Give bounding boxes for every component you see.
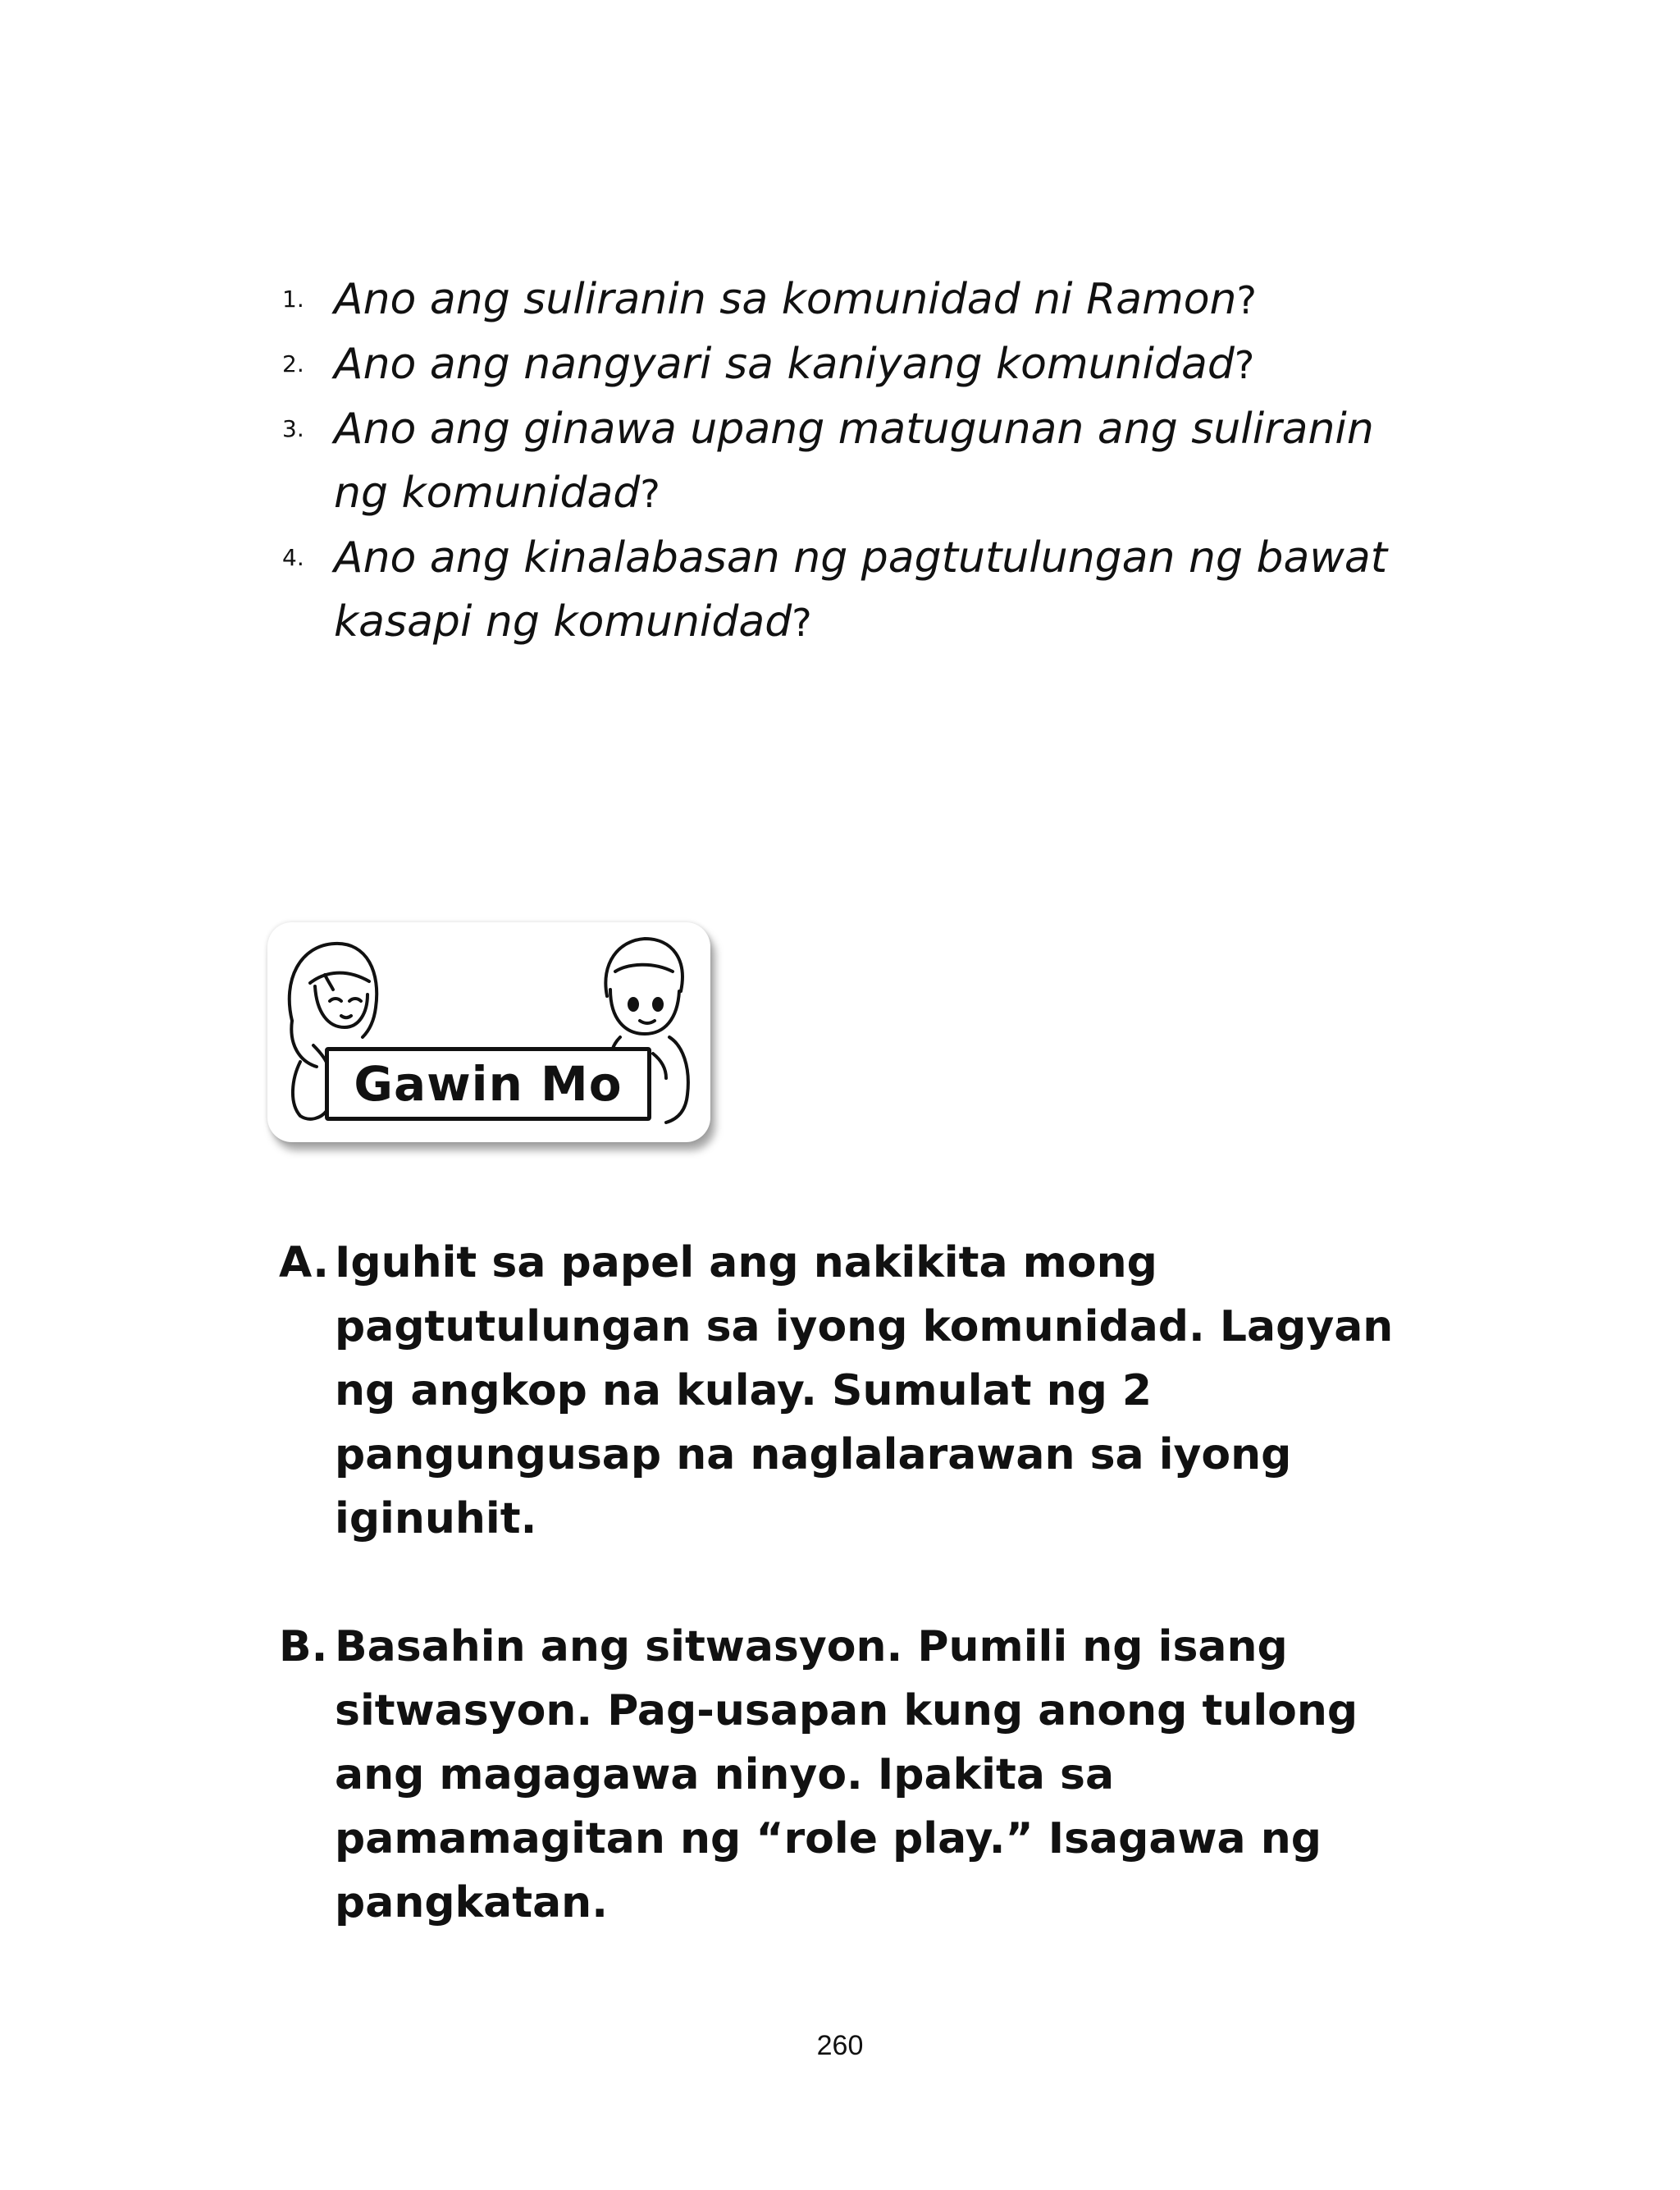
- question-text: Ano ang nangyari sa kaniyang komunidad: [334, 340, 1235, 389]
- activity-a: [279, 1231, 1427, 1551]
- question-mark: ?: [1236, 278, 1257, 322]
- question-number: 4.: [282, 544, 304, 571]
- question-number: 1.: [282, 286, 304, 313]
- question-text: Ano ang ginawa upang matugunan ang suliranin ng komunidad: [334, 405, 1374, 518]
- question-item: [271, 332, 1419, 397]
- question-number: 3.: [282, 415, 304, 442]
- question-text: Ano ang kinalabasan ng pagtutulungan ng bawat kasapi ng komunidad: [334, 533, 1388, 647]
- question-item: [271, 267, 1419, 332]
- activity-letter: A.: [279, 1238, 329, 1287]
- question-text: Ano ang suliranin sa komunidad ni Ramon: [334, 275, 1237, 324]
- activity-text: Iguhit sa papel ang nakikita mong pagtutulungan sa iyong komunidad. Lagyan ng angkop na kulay. Sumulat ng 2 pangungusap na naglalarawan sa iyong iginuhit.: [335, 1238, 1394, 1543]
- question-item: [271, 397, 1419, 526]
- activity-b: [279, 1615, 1427, 1935]
- page-number: 260: [816, 2030, 864, 2061]
- activity-letter: B.: [279, 1622, 328, 1671]
- question-mark: ?: [1234, 343, 1255, 387]
- gawin-mo-badge: [267, 922, 710, 1142]
- question-item: [271, 526, 1419, 655]
- question-mark: ?: [792, 601, 812, 645]
- question-list: [271, 267, 1419, 655]
- badge-label-box: [325, 1047, 651, 1121]
- activity-text: Basahin ang sitwasyon. Pumili ng isang sitwasyon. Pag-usapan kung anong tulong ang magagawa ninyo. Ipakita sa pamamagitan ng “role play.” Isagawa ng pangkatan.: [335, 1622, 1358, 1927]
- question-number: 2.: [282, 350, 304, 377]
- badge-label: Gawin Mo: [354, 1056, 623, 1112]
- question-mark: ?: [640, 472, 660, 516]
